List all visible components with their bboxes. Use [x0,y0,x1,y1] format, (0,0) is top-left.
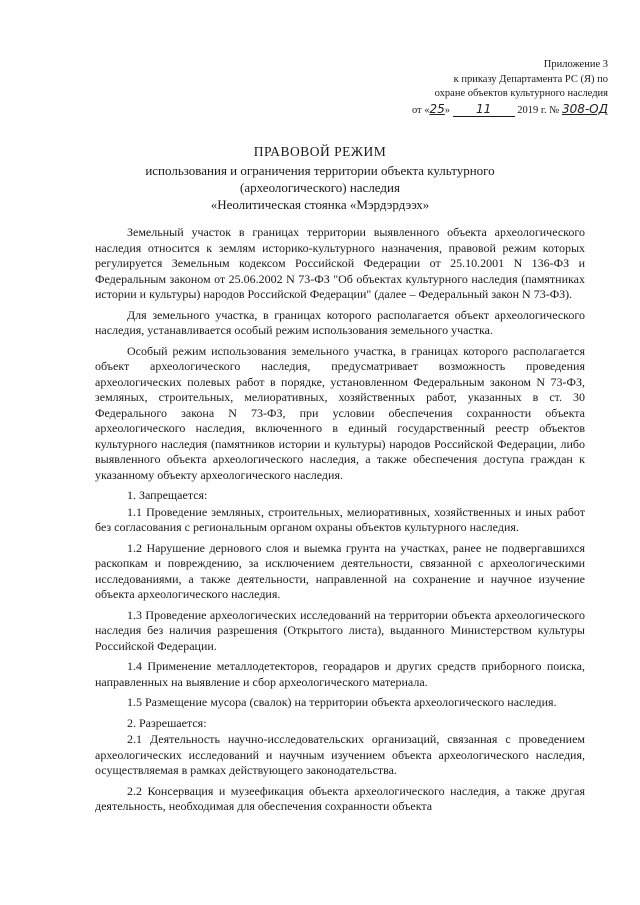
paragraph: 1.2 Нарушение дернового слоя и выемка грунта на участках, ранее не подвергавшихся раскопкам и повреждению, за исключением деятельности, связанной с археологическими исследованиями, а также деятельности, направленной на сохранение и научное изучение объекта археологического наследия. [95,540,585,601]
date-mid: » [444,104,453,116]
paragraph: 1.4 Применение металлодетекторов, георадаров и других средств приборного поиска, направленных на выявление и сбор археологического материала. [95,659,585,689]
section-heading: 1. Запрещается: [127,488,208,502]
paragraph: Для земельного участка, в границах которого располагается объект археологического наследия, устанавливается особый режим использования земельного участка. [95,307,585,337]
appendix-line: Приложение 3 [543,59,608,70]
paragraph: 2.2 Консервация и музеефикация объекта археологического наследия, а также другая деятельность, необходимая для обеспечения сохранности объекта [95,783,585,813]
document-body [95,225,585,815]
date-prefix: от « [411,104,430,116]
appendix-date-line [380,102,608,119]
title-line: использования и ограничения территории объекта культурного [145,163,495,178]
handwritten-number: 308-ОД [561,101,608,116]
paragraph: 1.5 Размещение мусора (свалок) на территории объекта археологического наследия. [127,695,557,709]
paragraph: 2.1 Деятельность научно-исследовательских организаций, связанная с проведением археологических исследований и научным изучением объекта археологического наследия, осуществляемая в рамках действующего законодательства. [95,732,585,777]
paragraph: 1.3 Проведение археологических исследований на территории объекта археологического наследия без наличия разрешения (Открытого листа), выданного Министерством культуры Российской Федерации. [95,607,585,653]
handwritten-day: 25 [429,101,445,116]
title-line: «Неолитическая стоянка «Мэрдэрдээх» [210,197,430,212]
handwritten-month: 11 [453,102,515,118]
document-title [0,143,640,213]
paragraph: Особый режим использования земельного участка, в границах которого располагается объект археологического наследия, предусматривает возможность проведения археологических полевых работ в порядке, установленном Федеральным законом N 73-ФЗ, земляных, строительных, мелиоративных, хозяйственных работ, указанных в ст. 30 Федерального закона N 73-ФЗ, при условии обеспечения сохранности объекта археологического наследия, включенного в единый государственный реестр объектов культурного наследия (памятников истории и культуры) народов Российской Федерации, либо выявленного объекта археологического наследия, а также обеспечения доступа граждан к указанному объекту археологического наследия. [95,343,585,482]
title-main: ПРАВОВОЙ РЕЖИМ [253,144,387,159]
date-year: 2019 г. № [514,104,562,116]
appendix-line: охране объектов культурного наследия [434,88,608,99]
paragraph: Земельный участок в границах территории выявленного объекта археологического наследия относится к землям историко-культурного назначения, правовой режим которых регулируется Земельным кодексом Российской Федерации от 25.10.2001 N 136-ФЗ и Федеральным законом от 25.06.2002 N 73-ФЗ "Об объектах культурного наследия (памятниках истории и культуры) народов Российской Федерации" (далее – Федеральный закон N 73-ФЗ). [95,225,585,301]
paragraph: 1.1 Проведение земляных, строительных, мелиоративных, хозяйственных и иных работ без согласования с региональным органом охраны объектов культурного наследия. [95,504,585,534]
section-heading: 2. Разрешается: [127,715,207,730]
appendix-header [380,58,608,118]
title-line: (археологического) наследия [240,180,400,195]
appendix-line: к приказу Департамента РС (Я) по [453,73,608,85]
